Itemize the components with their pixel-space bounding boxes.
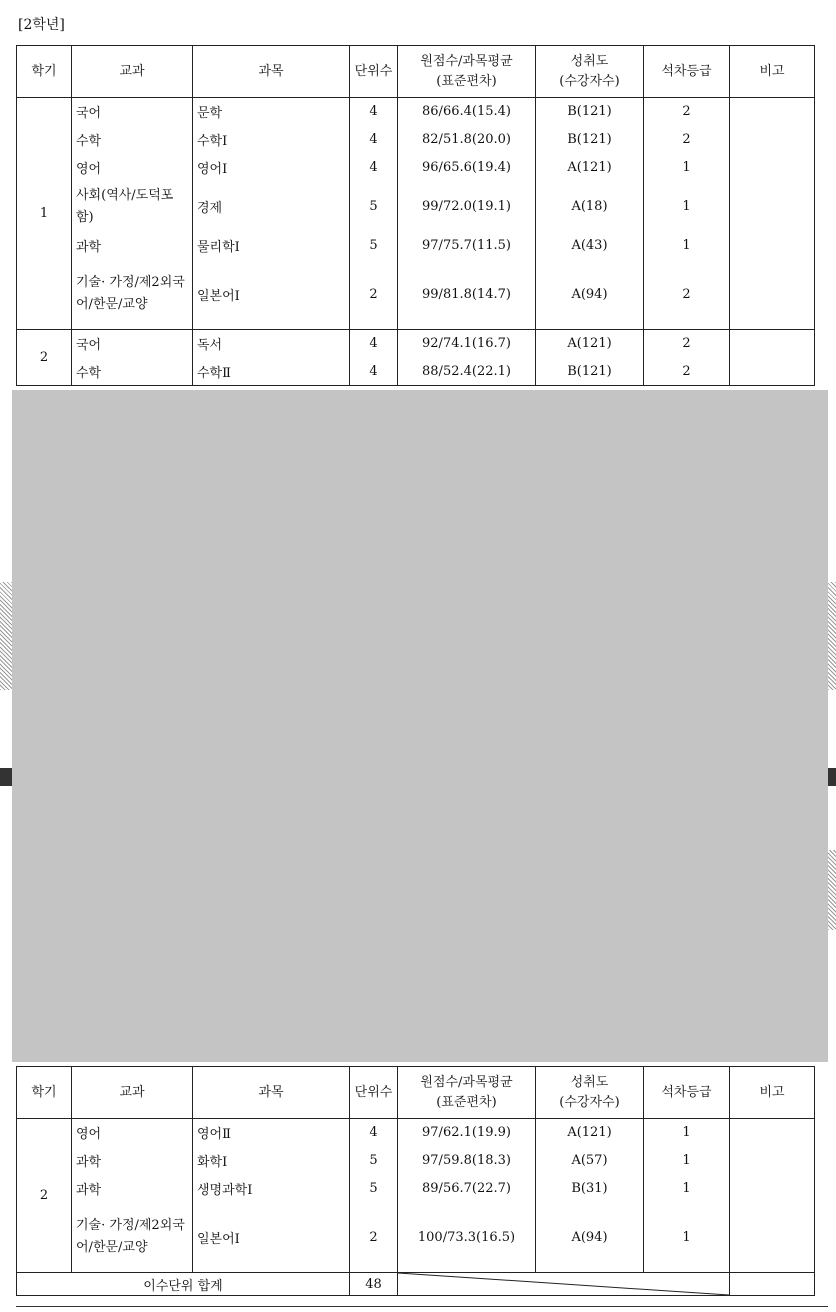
note-cell (730, 330, 815, 358)
units-cell: 5 (350, 1175, 398, 1203)
total-units-value: 48 (350, 1273, 398, 1296)
subject-cell: 수학Ⅰ (193, 126, 350, 154)
semester-cell: 2 (17, 1119, 72, 1273)
table-row (17, 1147, 815, 1175)
note-cell (730, 1203, 815, 1273)
scan-noise-right-lower (828, 850, 836, 930)
area-cell: 국어 (72, 330, 193, 358)
units-cell: 2 (350, 260, 398, 330)
header-rank: 석차등급 (644, 1067, 730, 1119)
subject-cell: 독서 (193, 330, 350, 358)
semester-cell: 2 (17, 330, 72, 386)
area-cell: 과학 (72, 232, 193, 260)
header-note: 비고 (730, 1067, 815, 1119)
achievement-cell: A(43) (536, 232, 644, 260)
header-subject: 과목 (193, 1067, 350, 1119)
table-row (17, 330, 815, 358)
area-cell: 기술· 가정/제2외국어/한문/교양 (72, 260, 193, 330)
grade-year-label: [2학년] (18, 17, 65, 33)
score-cell: 82/51.8(20.0) (398, 126, 536, 154)
rank-cell: 1 (644, 182, 730, 232)
note-cell (730, 1175, 815, 1203)
table-row (17, 232, 815, 260)
grade-table-first (16, 45, 815, 386)
table-header-row (17, 46, 815, 98)
rank-cell: 1 (644, 232, 730, 260)
units-cell: 5 (350, 182, 398, 232)
rank-cell: 2 (644, 330, 730, 358)
subject-cell: 영어Ⅱ (193, 1119, 350, 1147)
note-cell (730, 126, 815, 154)
score-cell: 92/74.1(16.7) (398, 330, 536, 358)
units-cell: 5 (350, 232, 398, 260)
header-units: 단위수 (350, 1067, 398, 1119)
subject-cell: 일본어Ⅰ (193, 1203, 350, 1273)
note-cell (730, 1147, 815, 1175)
header-semester: 학기 (17, 46, 72, 98)
subject-cell: 경제 (193, 182, 350, 232)
semester-cell: 1 (17, 98, 72, 330)
header-area: 교과 (72, 46, 193, 98)
units-cell: 4 (350, 330, 398, 358)
area-cell: 과학 (72, 1175, 193, 1203)
units-cell: 4 (350, 126, 398, 154)
total-row (17, 1273, 815, 1296)
score-cell: 97/62.1(19.9) (398, 1119, 536, 1147)
achievement-cell: A(18) (536, 182, 644, 232)
rank-cell: 1 (644, 154, 730, 182)
rank-cell: 1 (644, 1203, 730, 1273)
header-score: 원점수/과목평균 (표준편차) (398, 46, 536, 98)
score-cell: 88/52.4(22.1) (398, 358, 536, 386)
units-cell: 4 (350, 1119, 398, 1147)
header-achievement: 성취도 (수강자수) (536, 46, 644, 98)
diagonal-line (398, 1273, 729, 1295)
note-cell (730, 98, 815, 126)
header-score: 원점수/과목평균 (표준편차) (398, 1067, 536, 1119)
achievement-cell: A(94) (536, 1203, 644, 1273)
header-subject: 과목 (193, 46, 350, 98)
table-row (17, 358, 815, 386)
scan-mark-right (828, 768, 836, 786)
score-cell: 97/59.8(18.3) (398, 1147, 536, 1175)
score-cell: 89/56.7(22.7) (398, 1175, 536, 1203)
subject-cell: 화학Ⅰ (193, 1147, 350, 1175)
header-area: 교과 (72, 1067, 193, 1119)
score-cell: 99/81.8(14.7) (398, 260, 536, 330)
score-cell: 96/65.6(19.4) (398, 154, 536, 182)
note-cell (730, 1119, 815, 1147)
rank-cell: 2 (644, 98, 730, 126)
units-cell: 5 (350, 1147, 398, 1175)
achievement-cell: A(121) (536, 1119, 644, 1147)
rank-cell: 1 (644, 1119, 730, 1147)
subject-cell: 물리학Ⅰ (193, 232, 350, 260)
scan-mark-left (0, 768, 12, 786)
subject-cell: 문학 (193, 98, 350, 126)
area-cell: 영어 (72, 154, 193, 182)
note-cell (730, 260, 815, 330)
note-cell (730, 182, 815, 232)
header-note: 비고 (730, 46, 815, 98)
area-cell: 기술· 가정/제2외국어/한문/교양 (72, 1203, 193, 1273)
score-cell: 97/75.7(11.5) (398, 232, 536, 260)
subject-cell: 생명과학Ⅰ (193, 1175, 350, 1203)
units-cell: 2 (350, 1203, 398, 1273)
note-cell (730, 154, 815, 182)
units-cell: 4 (350, 358, 398, 386)
area-cell: 국어 (72, 98, 193, 126)
units-cell: 4 (350, 154, 398, 182)
table-row (17, 182, 815, 232)
rank-cell: 2 (644, 260, 730, 330)
scan-noise-left (0, 582, 12, 690)
table-row (17, 260, 815, 330)
area-cell: 수학 (72, 358, 193, 386)
table-row (17, 1175, 815, 1203)
subject-cell: 일본어Ⅰ (193, 260, 350, 330)
subject-cell: 영어Ⅰ (193, 154, 350, 182)
note-cell (730, 232, 815, 260)
table-header-row (17, 1067, 815, 1119)
rank-cell: 2 (644, 358, 730, 386)
table-row (17, 1119, 815, 1147)
rank-cell: 2 (644, 126, 730, 154)
header-units: 단위수 (350, 46, 398, 98)
rank-cell: 1 (644, 1175, 730, 1203)
table-row (17, 126, 815, 154)
achievement-cell: B(121) (536, 358, 644, 386)
note-cell (730, 358, 815, 386)
page-bottom-border (16, 1306, 828, 1307)
achievement-cell: A(121) (536, 154, 644, 182)
table-row (17, 1203, 815, 1273)
area-cell: 영어 (72, 1119, 193, 1147)
header-semester: 학기 (17, 1067, 72, 1119)
score-cell: 86/66.4(15.4) (398, 98, 536, 126)
subject-cell: 수학Ⅱ (193, 358, 350, 386)
header-rank: 석차등급 (644, 46, 730, 98)
table-row (17, 98, 815, 126)
grade-table-second (16, 1066, 815, 1296)
scan-noise-right (828, 582, 836, 690)
achievement-cell: B(121) (536, 98, 644, 126)
table-row (17, 154, 815, 182)
score-cell: 99/72.0(19.1) (398, 182, 536, 232)
achievement-cell: B(31) (536, 1175, 644, 1203)
area-cell: 사회(역사/도덕포함) (72, 182, 193, 232)
total-diagonal-cell (398, 1273, 730, 1296)
score-cell: 100/73.3(16.5) (398, 1203, 536, 1273)
area-cell: 수학 (72, 126, 193, 154)
note-cell (730, 1273, 815, 1296)
header-achievement: 성취도 (수강자수) (536, 1067, 644, 1119)
redacted-area (12, 390, 828, 1062)
achievement-cell: A(94) (536, 260, 644, 330)
total-units-label: 이수단위 합계 (17, 1273, 350, 1296)
achievement-cell: B(121) (536, 126, 644, 154)
rank-cell: 1 (644, 1147, 730, 1175)
units-cell: 4 (350, 98, 398, 126)
achievement-cell: A(121) (536, 330, 644, 358)
area-cell: 과학 (72, 1147, 193, 1175)
achievement-cell: A(57) (536, 1147, 644, 1175)
